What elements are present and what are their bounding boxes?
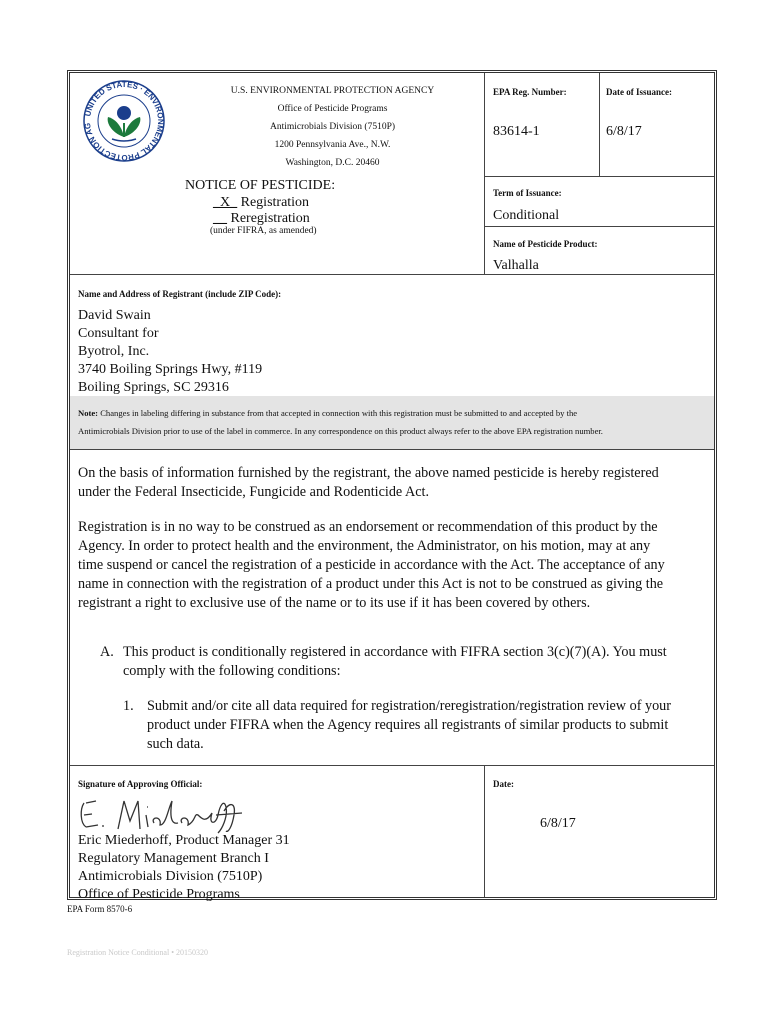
reregistration-option [213, 211, 310, 227]
svg-text:UNITED STATES · ENVIRONMENTAL: UNITED STATES · ENVIRONMENTAL PROTECTION AG [82, 79, 166, 163]
registrant-line: 3740 Boiling Springs Hwy, #119 [78, 362, 263, 377]
note-text [78, 404, 710, 440]
notice-title: NOTICE OF PESTICIDE: [185, 178, 336, 193]
reg-number-value: 83614-1 [493, 124, 540, 139]
header-divider-left [484, 73, 485, 274]
body-line: registrant a right to exclusive use of the name or to its use if it has been covered by others. [78, 595, 591, 611]
registration-label: Registration [240, 195, 310, 210]
body-line: such data. [147, 736, 204, 752]
registrant-line: Consultant for [78, 326, 159, 341]
header-divider-row1 [484, 176, 714, 177]
handwritten-signature [78, 795, 248, 835]
body-line: This product is conditionally registered in accordance with FIFRA section 3(c)(7)(A). You must [123, 644, 667, 660]
item-1-marker: 1. [123, 698, 134, 714]
signature-top-rule [70, 765, 714, 766]
body-line: Registration is in no way to be construed as an endorsement or recommendation of this product by the [78, 519, 658, 535]
body-paragraph-2 [78, 518, 710, 613]
product-name-label: Name of Pesticide Product: [493, 239, 598, 249]
item-1-text [147, 697, 671, 754]
body-line: On the basis of information furnished by the registrant, the above named pesticide is hereby registered [78, 465, 659, 481]
registrant-line: Byotrol, Inc. [78, 344, 150, 359]
agency-street: 1200 Pennsylvania Ave., N.W. [274, 140, 391, 150]
agency-name: U.S. ENVIRONMENTAL PROTECTION AGENCY [230, 86, 435, 96]
registrant-address [78, 307, 262, 397]
epa-seal-icon [82, 79, 166, 163]
registrant-line: Boiling Springs, SC 29316 [78, 380, 229, 395]
note-bottom-rule [70, 449, 714, 450]
agency-division: Antimicrobials Division (7510P) [269, 122, 396, 132]
item-a-text [123, 643, 667, 681]
body-line: Agency. In order to protect health and the environment, the Administrator, on his motion, may at any [78, 538, 651, 554]
fifra-note: (under FIFRA, as amended) [210, 226, 317, 236]
signatory-block [78, 832, 290, 904]
body-line: name in connection with the registration of a product under this Act is not to be construed as giving the [78, 576, 664, 592]
registration-mark: _X_ [213, 195, 238, 210]
item-a-marker: A. [100, 644, 114, 660]
note-line-2: Antimicrobials Division prior to use of the label in commerce. In any correspondence on this product always refer to the above EPA registration number. [78, 426, 603, 436]
agency-office: Office of Pesticide Programs [277, 104, 388, 114]
product-name-value: Valhalla [493, 258, 539, 273]
signatory-line: Regulatory Management Branch I [78, 851, 269, 866]
form-version-watermark: Registration Notice Conditional • 20150320 [67, 948, 209, 957]
signatory-line: Eric Miederhoff, Product Manager 31 [78, 833, 290, 848]
body-line: comply with the following conditions: [123, 663, 341, 679]
registration-option [213, 195, 309, 211]
term-value: Conditional [493, 208, 560, 223]
header-divider-middle [599, 73, 600, 176]
registration-form [67, 70, 717, 900]
issuance-date-value: 6/8/17 [606, 124, 642, 139]
agency-city: Washington, D.C. 20460 [285, 158, 380, 168]
body-line: under the Federal Insecticide, Fungicide and Rodenticide Act. [78, 484, 430, 500]
reregistration-mark: __ [213, 211, 227, 226]
signature-label: Signature of Approving Official: [78, 779, 203, 789]
note-line-1-text: Changes in labeling differing in substance from that accepted in connection with this registration must be submitted to and accepted by the [100, 408, 578, 418]
reg-number-label: EPA Reg. Number: [493, 87, 567, 97]
date-value: 6/8/17 [540, 816, 576, 831]
body-line: Submit and/or cite all data required for registration/reregistration/registration review of your [147, 698, 671, 714]
note-label: Note: [78, 408, 99, 418]
registrant-top-rule [70, 274, 714, 275]
body-line: time suspend or cancel the registration of a pesticide in accordance with the Act. The acceptance of any [78, 557, 665, 573]
signatory-line: Antimicrobials Division (7510P) [78, 869, 263, 884]
term-label: Term of Issuance: [493, 188, 562, 198]
signature-divider [484, 765, 485, 897]
signatory-line: Office of Pesticide Programs [78, 887, 240, 902]
body-paragraph-1 [78, 464, 710, 502]
form-number: EPA Form 8570-6 [67, 904, 133, 914]
registrant-line: David Swain [78, 308, 151, 323]
note-line-1 [78, 404, 710, 422]
body-line: product under FIFRA when the Agency requires all registrants of similar products to submit [147, 717, 669, 733]
reregistration-label: Reregistration [230, 211, 310, 226]
date-label: Date: [493, 779, 514, 789]
header-divider-row2 [484, 226, 714, 227]
issuance-date-label: Date of Issuance: [606, 87, 672, 97]
registrant-label: Name and Address of Registrant (include ZIP Code): [78, 289, 282, 299]
